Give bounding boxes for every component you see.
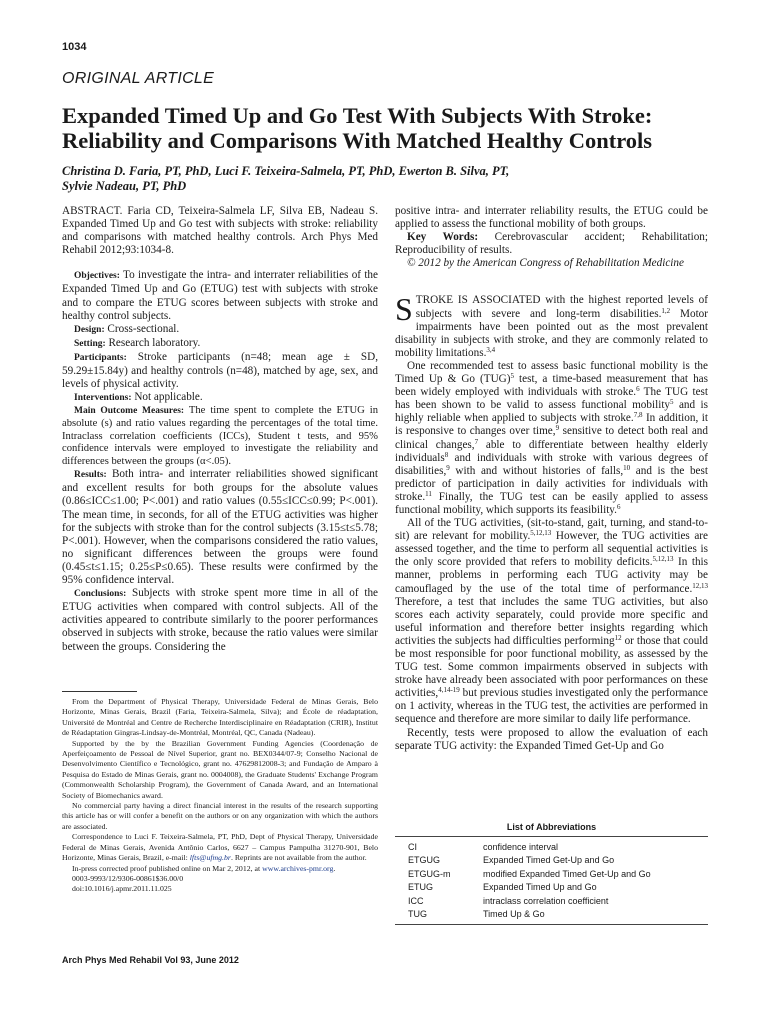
setting-text: Research laboratory. — [108, 336, 201, 349]
abstract-keywords — [395, 231, 708, 257]
paragraph-2-text: with and without histories of falls, — [449, 464, 624, 477]
journal-footer: Arch Phys Med Rehabil Vol 93, June 2012 — [62, 955, 239, 965]
body-paragraph-1 — [395, 291, 708, 359]
reprints-text: . Reprints are not available from the author. — [230, 853, 367, 863]
abbreviations-title: List of Abbreviations — [506, 822, 597, 832]
abbreviation-definition: confidence interval — [483, 842, 559, 852]
paragraph-2-text: and is the best predictor of participation in daily activities for individuals with stroke. — [395, 464, 708, 503]
website-link[interactable]: www.archives-pmr.org — [262, 863, 334, 873]
keywords-label: Key Words: — [407, 231, 479, 244]
paragraph-3-text: but previous studies investigated only the performance on 1 activity, whereas in the TUG test, the activities are performed in sequence and therefore are more similar to daily life performance. — [395, 687, 708, 726]
measures-text: The time spent to complete the ETUG in absolute (s) and ratio values regarding the percentages of the total time. Intraclass correlation coefficients (ICCs), Student t tests, and 95% confidence intervals were employed to investigate the reliability and differences between the groups (α<.05). — [62, 405, 378, 467]
article-title — [62, 103, 722, 153]
paragraph-2-citation: 8 — [444, 450, 449, 459]
title-line-2: Reliability and Comparisons With Matched Healthy Controls — [62, 128, 653, 153]
abbreviations-list — [408, 841, 708, 921]
abbreviation-row — [408, 854, 708, 867]
paragraph-2-text: able to differentiate between healthy elderly individuals — [395, 438, 708, 464]
footnote-inpress: In-press corrected proof published online on Mar 2, 2012, at www.archives-pmr.org. — [72, 863, 336, 873]
paragraph-2-citation: 7,8 — [633, 411, 643, 420]
paragraph-2-text: The TUG test has been shown to be valid to assess functional mobility — [395, 386, 708, 412]
setting-label: Setting: — [74, 338, 106, 349]
paragraph-3-citation: 12 — [614, 633, 622, 642]
inpress-text: In-press corrected proof published online on Mar 2, 2012, at — [72, 863, 261, 873]
paragraph-2-citation: 5 — [510, 372, 514, 381]
paragraph-3-text: Therefore, a test that includes the same TUG activities, but also scores each activity separately, could provide more specific and useful information and therefore better insights regarding which activities the subjects had difficulties performing — [395, 595, 708, 647]
abstract-column — [62, 205, 378, 654]
paragraph-3-citation: 12,13 — [692, 581, 708, 590]
paragraph-3-text: In this manner, problems in performing each TUG activity may be camouflaged by the use of the total time of performance. — [395, 556, 708, 595]
abbreviation-key: TUG — [408, 909, 427, 920]
page-number: 1034 — [62, 41, 87, 53]
paragraph-3-citation: 4,14-19 — [438, 686, 460, 695]
abbreviation-definition: Expanded Timed Up and Go — [483, 882, 597, 893]
objectives-label: Objectives: — [74, 271, 120, 282]
abbreviation-definition: Expanded Timed Get-Up and Go — [483, 855, 615, 866]
paragraph-2-citation: 11 — [425, 489, 432, 498]
footnote-issn: 0003-9993/12/9306-00861$36.00/0 — [72, 873, 184, 883]
paragraph-3-text: or those that could be most responsible for poor functional mobility, as assessed by the TUG test. Some common impairments observed in subjects with stroke have already been associated with poor performances on these activities, — [395, 634, 708, 700]
paragraph-3-text: All of the TUG activities, (sit-to-stand, gait, turning, and stand-to-sit) are relevant for mobility. — [395, 517, 708, 543]
abbreviation-key: ICC — [408, 895, 424, 906]
keywords-text: Cerebrovascular accident; Rehabilitation; Reproducibility of results. — [395, 231, 709, 257]
copyright-notice: © 2012 by the American Congress of Rehabilitation Medicine — [407, 257, 684, 270]
abbreviation-definition: Timed Up & Go — [483, 909, 545, 920]
abbreviation-key: CI — [408, 842, 417, 852]
footnote-conflict: No commercial party having a direct financial interest in the results of the research supporting this article has or will confer a benefit on the authors or on any organization with which the authors are associated. — [62, 801, 378, 831]
paragraph-1-citation: 1,2 — [661, 306, 671, 315]
footnotes — [62, 697, 378, 895]
paragraph-2-text: and individuals with stroke with various degrees of disabilities, — [395, 451, 708, 477]
abstract-design — [62, 323, 378, 337]
paragraph-2-text: In addition, it is responsive to changes over time, — [395, 412, 708, 438]
measures-label: Main Outcome Measures: — [74, 406, 185, 417]
abstract-objectives — [62, 269, 378, 322]
paragraph-2-citation: 7 — [474, 437, 479, 446]
paragraph-1-citation: 3,4 — [486, 345, 496, 354]
abbreviation-row — [408, 908, 708, 921]
paragraph-3-citation: 5,12,13 — [530, 529, 552, 538]
abbreviation-row — [408, 841, 708, 854]
interventions-text: Not applicable. — [134, 391, 203, 404]
section-label: ORIGINAL ARTICLE — [62, 70, 215, 87]
drop-cap: S — [395, 291, 413, 328]
title-line-1: Expanded Timed Up and Go Test With Subjects With Stroke: — [62, 103, 653, 128]
paragraph-2-citation: 6 — [636, 385, 640, 394]
authors-line-2: Sylvie Nadeau, PT, PhD — [62, 179, 187, 193]
design-text: Cross-sectional. — [107, 322, 180, 335]
abstract-conclusions-continued: positive intra- and interrater reliability results, the ETUG could be applied to assess the functional mobility of both groups. — [395, 205, 708, 231]
paragraph-3-citation: 5,12,13 — [652, 555, 674, 564]
abstract-conclusions — [62, 587, 378, 653]
abstract-participants — [62, 351, 378, 391]
abstract-measures — [62, 405, 378, 468]
body-column — [395, 205, 708, 753]
paragraph-2-text: test, a time-based measurement that has been widely employed with individuals with stroke. — [395, 373, 708, 399]
participants-label: Participants: — [74, 352, 127, 363]
paragraph-3-text: However, the TUG activities are assessed together, and the time to perform all sequential activities is the only score provided that refers to mobility deficits. — [395, 530, 708, 569]
authors-line-1: Christina D. Faria, PT, PhD, Luci F. Teixeira-Salmela, PT, PhD, Ewerton B. Silva, PT, — [62, 164, 510, 178]
paragraph-2-citation: 6 — [616, 502, 621, 511]
abbreviation-row — [408, 895, 708, 908]
footnote-support: Supported by the by the Brazilian Government Funding Agencies (Coordenação de Aperfeiçoamento de Pessoal de Nível Superior, grant no. BEX0344/07-9; Conselho Nacional de Desenvolvimento Científico e Tecnológico, grant no. 47629812008-3; and Fundação de Amparo à Pesquisa do Estado de Minas Gerais, grant no. 0004008), the Graduate Students' Exchange Program (Commonwealth Scholarship Program), the Government of Canada Award, and an International Society of Biomechanics award. — [62, 738, 378, 800]
interventions-label: Interventions: — [74, 393, 132, 404]
body-paragraph-2 — [395, 360, 708, 517]
paragraph-2-text: One recommended test to assess basic functional mobility is the Timed Up & Go (TUG) — [395, 359, 708, 386]
paragraph-2-text: Finally, the TUG test can be easily applied to assess functional mobility, which supports its feasibility. — [395, 490, 708, 516]
body-paragraph-3 — [395, 517, 708, 727]
abbreviation-row — [408, 881, 708, 894]
abstract-citation: ABSTRACT. Faria CD, Teixeira-Salmela LF, Silva EB, Nadeau S. Expanded Timed Up and Go test with subjects with stroke: reliability and comparisons with matched healthy controls. Arch Phys Med Rehabil 2012;93:1034-8. — [62, 205, 378, 257]
author-list — [62, 164, 702, 194]
paragraph-2-citation: 5 — [670, 398, 674, 407]
abbreviation-definition: intraclass correlation coefficient — [483, 895, 609, 906]
abstract-setting — [62, 337, 378, 351]
abbreviation-key: ETUG — [408, 882, 434, 893]
paragraph-2-citation: 10 — [623, 463, 631, 472]
email-link[interactable]: lfts@ufmg.br — [189, 853, 231, 863]
conclusions-label: Conclusions: — [74, 589, 127, 600]
design-label: Design: — [74, 324, 105, 335]
conclusions-text: Subjects with stroke spent more time in all of the ETUG activities when compared with control subjects. All of the activities appeared to contribute similarly to the poorer performances observed in subjects with stroke, because the ratio values were similar between the groups. Considering the — [62, 587, 379, 653]
abbreviations-bottom-rule — [395, 924, 708, 925]
participants-text: Stroke participants (n=48; mean age ± SD, 59.29±15.84y) and healthy controls (n=48), matched by age, sex, and levels of physical activity. — [62, 350, 378, 391]
abbreviation-key: ETGUG-m — [408, 868, 451, 879]
abbreviation-definition: modified Expanded Timed Get-Up and Go — [483, 868, 651, 879]
paragraph-2-citation: 9 — [446, 463, 450, 472]
abstract-interventions — [62, 391, 378, 405]
footnote-affiliation: From the Department of Physical Therapy, Universidade Federal de Minas Gerais, Belo Horizonte, Minas Gerais, Brazil (Faria, Teixeira-Salmela, Silva); and École de réadaptation, Université de Montréal and Centre de Recherche Interdisciplinaire en Réadaptation (CRIR), Institut de Réadaptation Gingras-Lindsay-de-Montréal, Montréal, QC, Canada (Nadeau). — [62, 697, 378, 738]
paragraph-1-text: with the highest reported levels of subjects with severe and long-term disabilities. — [415, 294, 708, 320]
abbreviation-row — [408, 868, 708, 881]
objectives-text: To investigate the intra- and interrater reliabilities of the Expanded Timed Up and Go (ETUG) test with subjects with stroke and to compare the ETUG scores between subjects with stroke and healthy control subjects. — [62, 269, 378, 322]
footnote-correspondence — [62, 832, 378, 863]
abstract-results — [62, 468, 378, 587]
correspondence-text: Correspondence to Luci F. Teixeira-Salmela, PT, PhD, Dept of Physical Therapy, Universidade Federal de Minas Gerais, Avenida Antônio Carlos, 6627 – Campus Pampulha 31270-901, Belo Horizonte, Minas Gerais, Brazil, e-mail: — [62, 832, 378, 863]
abbreviations-top-rule — [395, 836, 708, 837]
paragraph-2-text: and is highly reliable when applied to subjects with stroke. — [395, 399, 708, 425]
body-paragraph-4: Recently, tests were proposed to allow the evaluation of each separate TUG activity: the Expanded Timed Get-Up and Go — [395, 726, 708, 752]
paragraph-1-text: Motor impairments have been pointed out as the most prevalent disability in subjects with stroke, and they are commonly related to mobility limitations. — [395, 307, 708, 359]
results-text: Both intra- and interrater reliabilities showed significant and excellent results for both groups for the absolute values (0.86≤ICC≤1.00; P<.001) and ratio values (0.55≤ICC≤0.99; P<.001). The mean time, in seconds, for all of the ETUG activities was higher for the subjects with stroke than for the control subjects (3.15≤t≤5.78; P<.001). However, when the comparisons considered the ratio values, no significant differences between the groups were found (0.45≤t≤1.15; 0.25≤P≤0.65). These results were confirmed by the 95% confidence interval. — [62, 468, 378, 587]
paragraph-2-text: sensitive to detect both real and clinical changes, — [395, 425, 708, 451]
paragraph-2-citation: 9 — [555, 424, 560, 433]
abbreviation-key: ETGUG — [408, 855, 441, 866]
lead-caps: TROKE IS ASSOCIATED — [415, 294, 541, 307]
results-label: Results: — [74, 470, 107, 481]
footnote-divider — [62, 691, 137, 692]
footnote-doi: doi:10.1016/j.apmr.2011.11.025 — [72, 884, 172, 894]
